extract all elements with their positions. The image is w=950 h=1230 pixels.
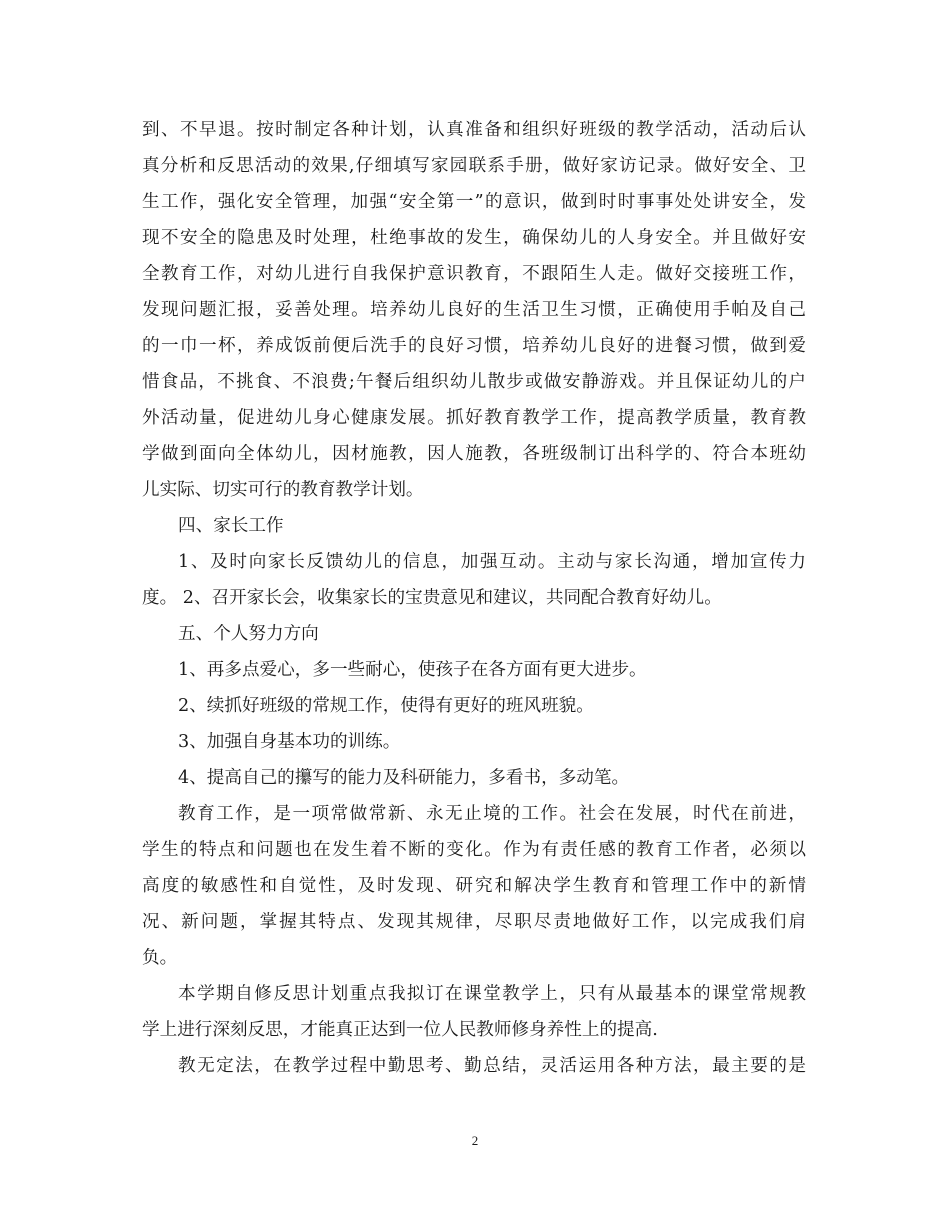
body-text: [142, 112, 806, 1084]
text-line: 本学期自修反思计划重点我拟订在课堂教学上，只有从最基本的课堂常规教: [178, 984, 806, 1004]
page-number: 2: [471, 1133, 479, 1148]
list-item: 1、再多点爱心，多一些耐心，使孩子在各方面有更大进步。: [178, 660, 647, 680]
text-line: 的一巾一杯，养成饭前便后洗手的良好习惯，培养幼儿良好的进餐习惯，做到爱: [142, 336, 806, 356]
text-line: 发现问题汇报，妥善处理。培养幼儿良好的生活卫生习惯，正确使用手帕及自己: [142, 300, 806, 320]
text-line: 外活动量，促进幼儿身心健康发展。抓好教育教学工作，提高教学质量，教育教: [142, 408, 806, 428]
text-line: 教育工作，是一项常做常新、永无止境的工作。社会在发展，时代在前进，: [178, 804, 806, 824]
text-line: 1、及时向家长反馈幼儿的信息，加强互动。主动与家长沟通，增加宣传力: [178, 552, 806, 572]
text-line: 学做到面向全体幼儿，因材施教，因人施教，各班级制订出科学的、符合本班幼: [142, 444, 806, 464]
text-line: 真分析和反思活动的效果,仔细填写家园联系手册，做好家访记录。做好安全、卫: [142, 156, 806, 176]
text-line: 儿实际、切实可行的教育教学计划。: [142, 480, 424, 500]
text-line: 度。 2、召开家长会，收集家长的宝贵意见和建议，共同配合教育好幼儿。: [142, 588, 722, 608]
text-line: 惜食品，不挑食、不浪费;午餐后组织幼儿散步或做安静游戏。并且保证幼儿的户: [142, 372, 806, 392]
text-line: 高度的敏感性和自觉性，及时发现、研究和解决学生教育和管理工作中的新情: [142, 876, 806, 896]
text-line: 全教育工作，对幼儿进行自我保护意识教育，不跟陌生人走。做好交接班工作，: [142, 264, 806, 284]
text-line: 生工作，强化安全管理，加强“安全第一”的意识，做到时时事事处处讲安全，发: [142, 192, 806, 212]
list-item: 2、续抓好班级的常规工作，使得有更好的班风班貌。: [178, 696, 594, 716]
section-heading-parents: 四、家长工作: [178, 516, 284, 536]
section-heading-personal: 五、个人努力方向: [178, 624, 319, 644]
text-line: 况、新问题，掌握其特点、发现其规律，尽职尽责地做好工作，以完成我们肩: [142, 912, 806, 932]
text-line: 现不安全的隐患及时处理，杜绝事故的发生，确保幼儿的人身安全。并且做好安: [142, 228, 806, 248]
text-line: 学生的特点和问题也在发生着不断的变化。作为有责任感的教育工作者，必须以: [142, 840, 806, 860]
text-line: 到、不早退。按时制定各种计划，认真准备和组织好班级的教学活动，活动后认: [142, 120, 806, 140]
text-line: 教无定法，在教学过程中勤思考、勤总结，灵活运用各种方法，最主要的是: [178, 1056, 806, 1076]
list-item: 4、提高自己的攥写的能力及科研能力，多看书，多动笔。: [178, 768, 630, 788]
list-item: 3、加强自身基本功的训练。: [178, 732, 401, 752]
text-line: 负。: [142, 948, 178, 968]
text-line: 学上进行深刻反思，才能真正达到一位人民教师修身养性上的提高.: [142, 1020, 658, 1040]
